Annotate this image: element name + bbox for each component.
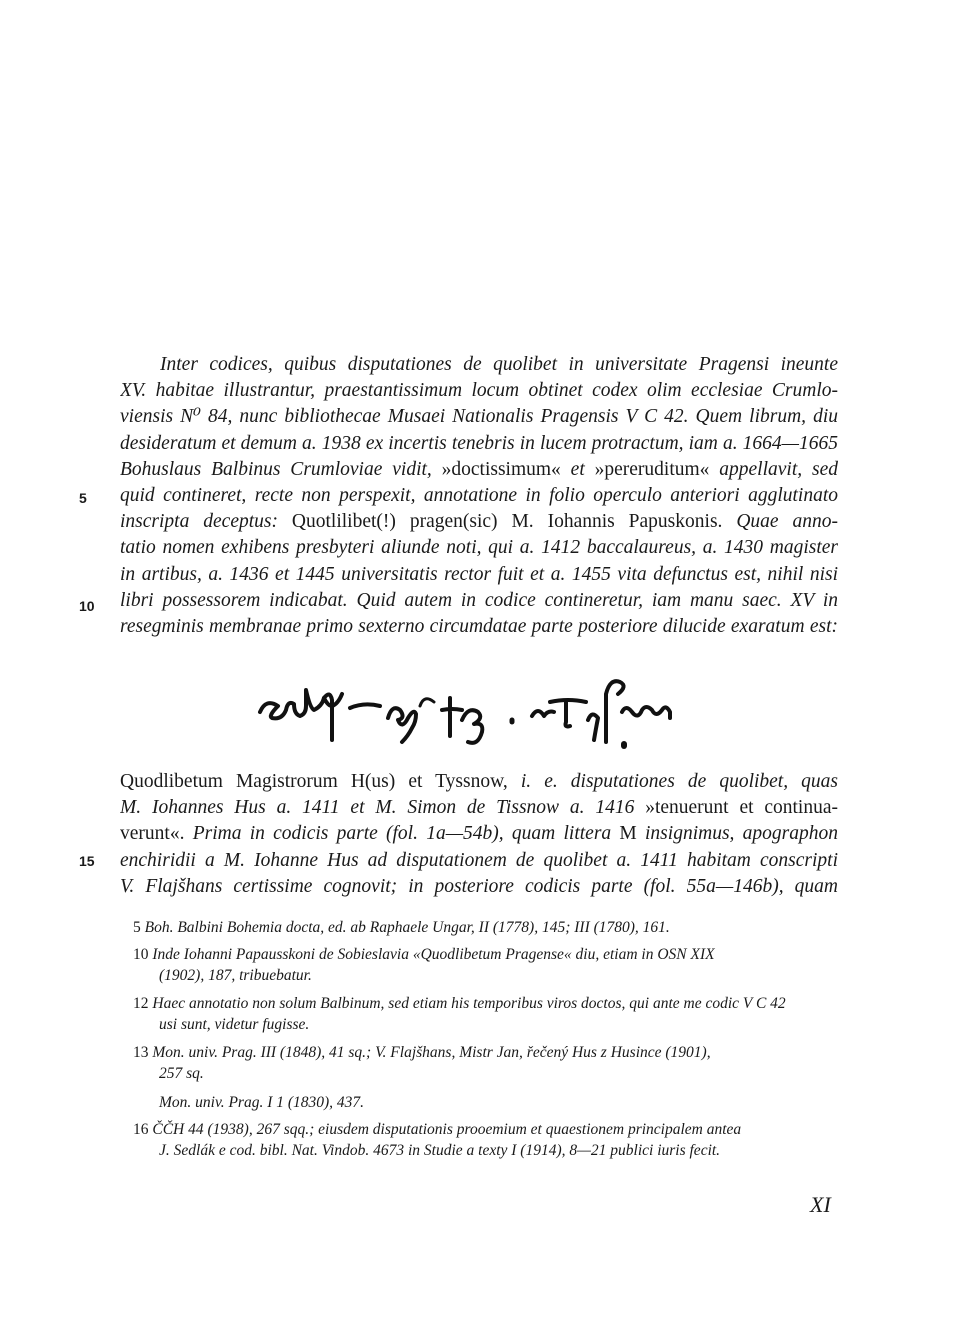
text-segment: Prima in codicis parte (fol. 1a—54b), quam littera	[184, 823, 620, 845]
text-line	[120, 795, 838, 821]
text-segment: desideratum et demum a. 1938 ex incertis tenebris in lucem protractum, iam a. 1664—1665	[120, 432, 838, 454]
text-segment: Quotlilibet(!) pragen(sic) M. Iohannis Papuskonis.	[291, 511, 723, 533]
footnote-number: 5	[133, 919, 141, 936]
text-line	[120, 769, 838, 795]
footnote-text: Haec annotatio non solum Balbinum, sed etiam his temporibus viros doctos, qui ante me codic V C 42	[152, 995, 786, 1012]
text-segment: verunt«.	[120, 823, 185, 845]
text-line	[120, 614, 838, 640]
footnote	[133, 917, 839, 938]
line-number: 10	[79, 598, 95, 614]
footnote-line	[133, 993, 839, 1014]
text-segment: »doctissimum«	[441, 458, 561, 480]
text-segment: M. Iohannes Hus a. 1411 et M. Simon de Tissnow a. 1416	[120, 797, 646, 819]
footnote-number: 16	[133, 1121, 149, 1138]
text-line	[120, 874, 838, 900]
text-segment: M	[619, 823, 637, 845]
footnote-text: Boh. Balbini Bohemia docta, ed. ab Raphaele Ungar, II (1778), 145; III (1780), 161.	[144, 919, 670, 936]
text-line	[120, 457, 838, 483]
text-segment: i. e. disputationes de quolibet, quas	[507, 771, 838, 792]
footnote	[133, 944, 839, 986]
footnote-text: Mon. univ. Prag. I 1 (1830), 437.	[159, 1094, 365, 1111]
text-line	[120, 378, 838, 404]
footnote-number: 13	[133, 1044, 149, 1061]
text-segment: et	[560, 458, 595, 480]
text-segment: enchiridii a M. Iohanne Hus ad disputationem de quolibet a. 1411 habitam conscripti	[120, 849, 838, 871]
footnote-line: (1902), 187, tribuebatur.	[159, 967, 312, 984]
text-line	[120, 588, 838, 614]
text-segment: appellavit, sed	[709, 458, 838, 480]
text-segment: Quae anno-	[722, 511, 838, 533]
text-segment: libri possessorem indicabat. Quid autem in codice contineretur, iam manu saec. XV in	[120, 589, 838, 611]
text-line	[120, 562, 838, 588]
footnote-line: J. Sedlák e cod. bibl. Nat. Vindob. 4673 in Studie a texty I (1914), 8—21 publici iuris fecit.	[159, 1142, 721, 1159]
footnote-number: 10	[133, 946, 149, 963]
footnote-text: Mon. univ. Prag. III (1848), 41 sq.; V. Flajšhans, Mistr Jan, řečený Hus z Husince (1901),	[152, 1044, 711, 1061]
manuscript-inscription-image	[250, 672, 710, 752]
text-line	[120, 535, 838, 561]
footnote-text: Inde Iohanni Papausskoni de Sobieslavia «Quodlibetum Pragense« diu, etiam in OSN XIX	[152, 946, 715, 963]
footnote-line	[133, 1119, 839, 1140]
text-segment: inscripta deceptus:	[120, 511, 292, 533]
text-line	[120, 821, 838, 847]
text-segment: Quodlibetum Magistrorum H(us) et Tyssnow,	[120, 771, 508, 792]
text-segment: V. Flajšhans certissime cognovit; in posteriore codicis parte (fol. 55a—146b), quam	[120, 875, 838, 897]
line-number: 5	[79, 490, 87, 506]
text-line	[120, 848, 838, 874]
text-segment: in artibus, a. 1436 et 1445 universitatis rector fuit et a. 1455 vita defunctus est, nihil nisi	[120, 563, 838, 585]
footnote	[133, 1119, 839, 1161]
text-segment: »tenuerunt et continua-	[645, 797, 838, 819]
text-segment: viensis N⁰ 84, nunc bibliothecae Musaei Nationalis Pragensis V C 42. Quem librum, diu	[120, 406, 838, 428]
text-segment: quid contineret, recte non perspexit, annotatione in folio operculo anteriori agglutinato	[120, 485, 838, 506]
footnote	[133, 1042, 839, 1084]
text-segment: XV. habitae illustrantur, praestantissimum locum obtinet codex olim ecclesiae Crumlo-	[120, 380, 838, 402]
line-number: 15	[79, 853, 95, 869]
footnote	[133, 1092, 839, 1113]
footnote-line	[133, 1092, 839, 1113]
footnote-line: 257 sq.	[159, 1065, 204, 1082]
footnote-number: 12	[133, 995, 149, 1012]
text-line	[120, 404, 838, 430]
text-segment: Bohuslaus Balbinus Crumloviae vidit,	[120, 458, 442, 480]
text-segment: insignimus, apographon	[636, 823, 838, 845]
footnote-text: ČČH 44 (1938), 267 sqq.; eiusdem disputationis prooemium et quaestionem principalem antea	[152, 1121, 742, 1138]
text-line	[120, 483, 838, 509]
text-segment: Inter codices, quibus disputationes de quolibet in universitate Pragensi ineunte	[160, 354, 838, 375]
footnote-line	[133, 1042, 839, 1063]
text-segment: »pereruditum«	[594, 458, 710, 480]
text-segment: tatio nomen exhibens presbyteri aliunde noti, qui a. 1412 baccalaureus, a. 1430 magister	[120, 537, 838, 559]
footnote	[133, 993, 839, 1035]
text-segment: resegminis membranae primo sexterno circumdatae parte posteriore dilucide exaratum est:	[120, 616, 838, 637]
text-line	[120, 509, 838, 535]
text-line	[160, 352, 838, 378]
page-number: XI	[810, 1192, 831, 1217]
footnote-line	[133, 917, 839, 938]
footnote-line	[133, 944, 839, 965]
footnote-line: usi sunt, videtur fugisse.	[159, 1016, 310, 1033]
text-line	[120, 431, 838, 457]
